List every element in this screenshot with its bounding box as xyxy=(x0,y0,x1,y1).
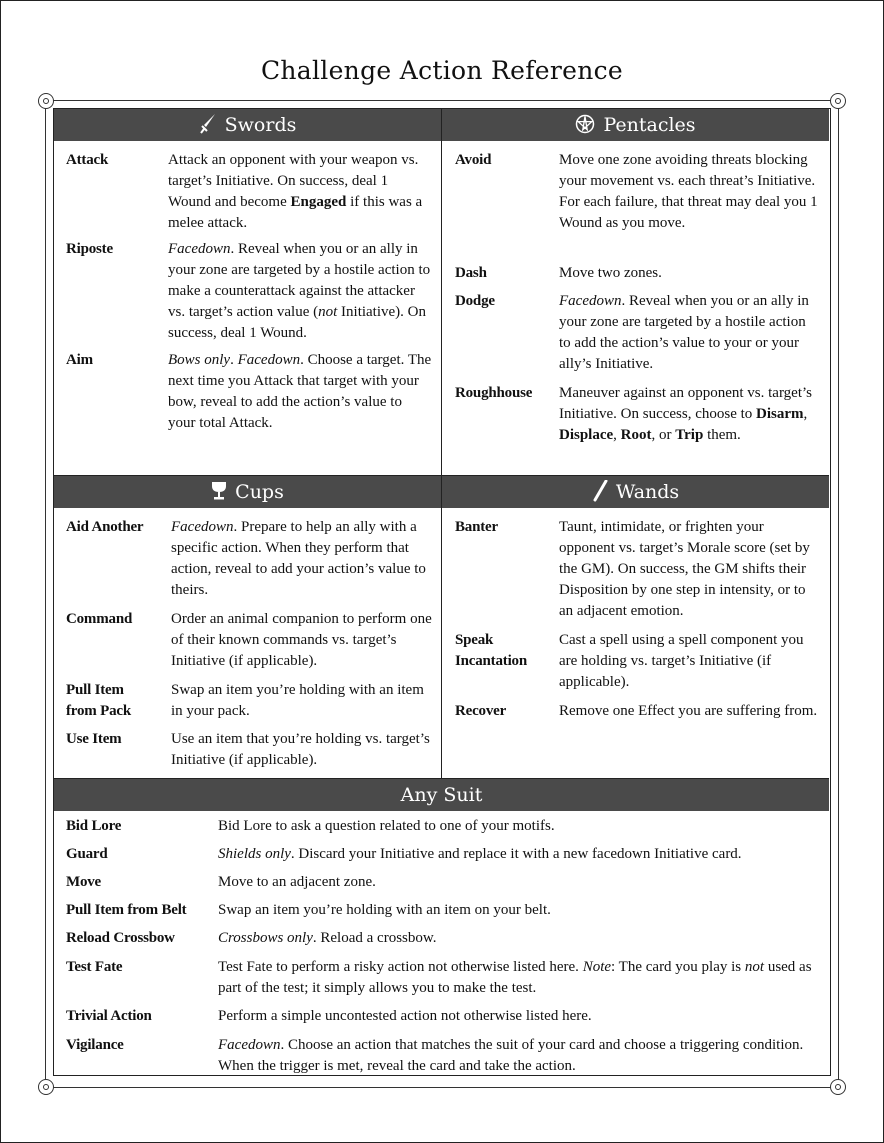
entry-term: Pull Item from Belt xyxy=(66,902,187,918)
entry-desc: Crossbows only. Reload a crossbow. xyxy=(218,930,437,946)
entry-term: Vigilance xyxy=(66,1037,124,1053)
entry-desc: Facedown. Reveal when you or an ally in your zone are targeted by a hostile action to add the action’s value to your or your ally’s Initiative. xyxy=(559,293,809,372)
entry-term: Guard xyxy=(66,846,108,862)
pentacles-label: Pentacles xyxy=(603,114,696,136)
entry-term: Use Item xyxy=(66,731,122,747)
pentacles-header xyxy=(442,109,829,141)
entry-term: Speak Incantation xyxy=(455,632,527,669)
entry-term: Banter xyxy=(455,519,498,535)
entry-desc: Taunt, intimidate, or frighten your opponent vs. target’s Morale score (set by the GM). On success, the GM shifts their Disposition by one step in intensity, or to an adjacent emotion. xyxy=(559,519,810,619)
entry-term: Pull Item from Pack xyxy=(66,682,131,719)
entry-desc: Cast a spell using a spell component you are holding vs. target’s Initiative (if applicable). xyxy=(559,632,804,690)
entry-desc: Attack an opponent with your weapon vs. target’s Initiative. On success, deal 1 Wound and become Engaged if this was a melee attack. xyxy=(168,152,423,231)
wand-icon xyxy=(592,480,608,505)
entry-desc: Shields only. Discard your Initiative and replace it with a new facedown Initiative card. xyxy=(218,846,742,862)
entry-desc: Facedown. Reveal when you or an ally in your zone are targeted by a hostile action to make a counterattack against the attacker vs. target’s action value (not Initiative). On success, deal 1 Wound. xyxy=(168,241,431,341)
entry-term: Dodge xyxy=(455,293,495,309)
entry-desc: Swap an item you’re holding with an item on your belt. xyxy=(218,902,551,918)
page-title: Challenge Action Reference xyxy=(260,56,624,85)
cups-label: Cups xyxy=(235,481,284,503)
entry-term: Recover xyxy=(455,703,507,719)
swords-label: Swords xyxy=(224,114,297,136)
entry-term: Test Fate xyxy=(66,959,123,975)
entry-desc: Facedown. Prepare to help an ally with a specific action. When they perform that action, reveal to add your action’s value to theirs. xyxy=(171,519,426,598)
chalice-icon xyxy=(211,481,227,504)
entry-desc: Move to an adjacent zone. xyxy=(218,874,376,890)
wands-header xyxy=(442,476,829,508)
entry-term: Trivial Action xyxy=(66,1008,152,1024)
entry-desc: Perform a simple uncontested action not otherwise listed here. xyxy=(218,1008,592,1024)
entry-term: Reload Crossbow xyxy=(66,930,175,946)
entry-desc: Remove one Effect you are suffering from. xyxy=(559,703,818,719)
entry-term: Move xyxy=(66,874,102,890)
entry-term: Attack xyxy=(66,152,109,168)
entry-desc: Facedown. Choose an action that matches the suit of your card and choose a triggering condition. When the trigger is met, reveal the card and take the action. xyxy=(218,1037,804,1074)
entry-term: Aid Another xyxy=(66,519,144,535)
entry-desc: Use an item that you’re holding vs. target’s Initiative (if applicable). xyxy=(171,731,430,768)
entry-term: Roughhouse xyxy=(455,385,533,401)
entry-desc: Swap an item you’re holding with an item in your pack. xyxy=(171,682,424,719)
any-suit-header xyxy=(54,779,829,811)
entry-term: Aim xyxy=(66,352,93,368)
entry-desc: Move one zone avoiding threats blocking your movement vs. each threat’s Initiative. For each failure, that threat may deal you 1 Wound as you move. xyxy=(559,152,818,231)
column-divider-bottom xyxy=(441,476,442,778)
sword-icon xyxy=(199,113,217,138)
entry-desc: Maneuver against an opponent vs. target’s Initiative. On success, choose to Disarm, Displace, Root, or Trip them. xyxy=(559,385,812,443)
wands-label: Wands xyxy=(615,481,680,503)
entry-term: Dash xyxy=(455,265,487,281)
cups-header xyxy=(54,476,441,508)
entry-desc: Bid Lore to ask a question related to one of your motifs. xyxy=(218,818,555,834)
entry-term: Avoid xyxy=(455,152,492,168)
swords-header xyxy=(54,109,441,141)
any-suit-label: Any Suit xyxy=(400,784,483,806)
entry-desc: Move two zones. xyxy=(559,265,662,281)
column-divider-top xyxy=(441,109,442,475)
entry-term: Bid Lore xyxy=(66,818,122,834)
entry-term: Riposte xyxy=(66,241,113,257)
entry-desc: Order an animal companion to perform one of their known commands vs. target’s Initiative (if applicable). xyxy=(171,611,432,669)
entry-desc: Test Fate to perform a risky action not otherwise listed here. Note: The card you play is not used as part of the test; it simply allows you to make the test. xyxy=(218,959,812,996)
entry-term: Command xyxy=(66,611,133,627)
pentacle-icon xyxy=(575,114,595,137)
entry-desc: Bows only. Facedown. Choose a target. The next time you Attack that target with your bow, reveal to add the action’s value to your total Attack. xyxy=(168,352,432,431)
